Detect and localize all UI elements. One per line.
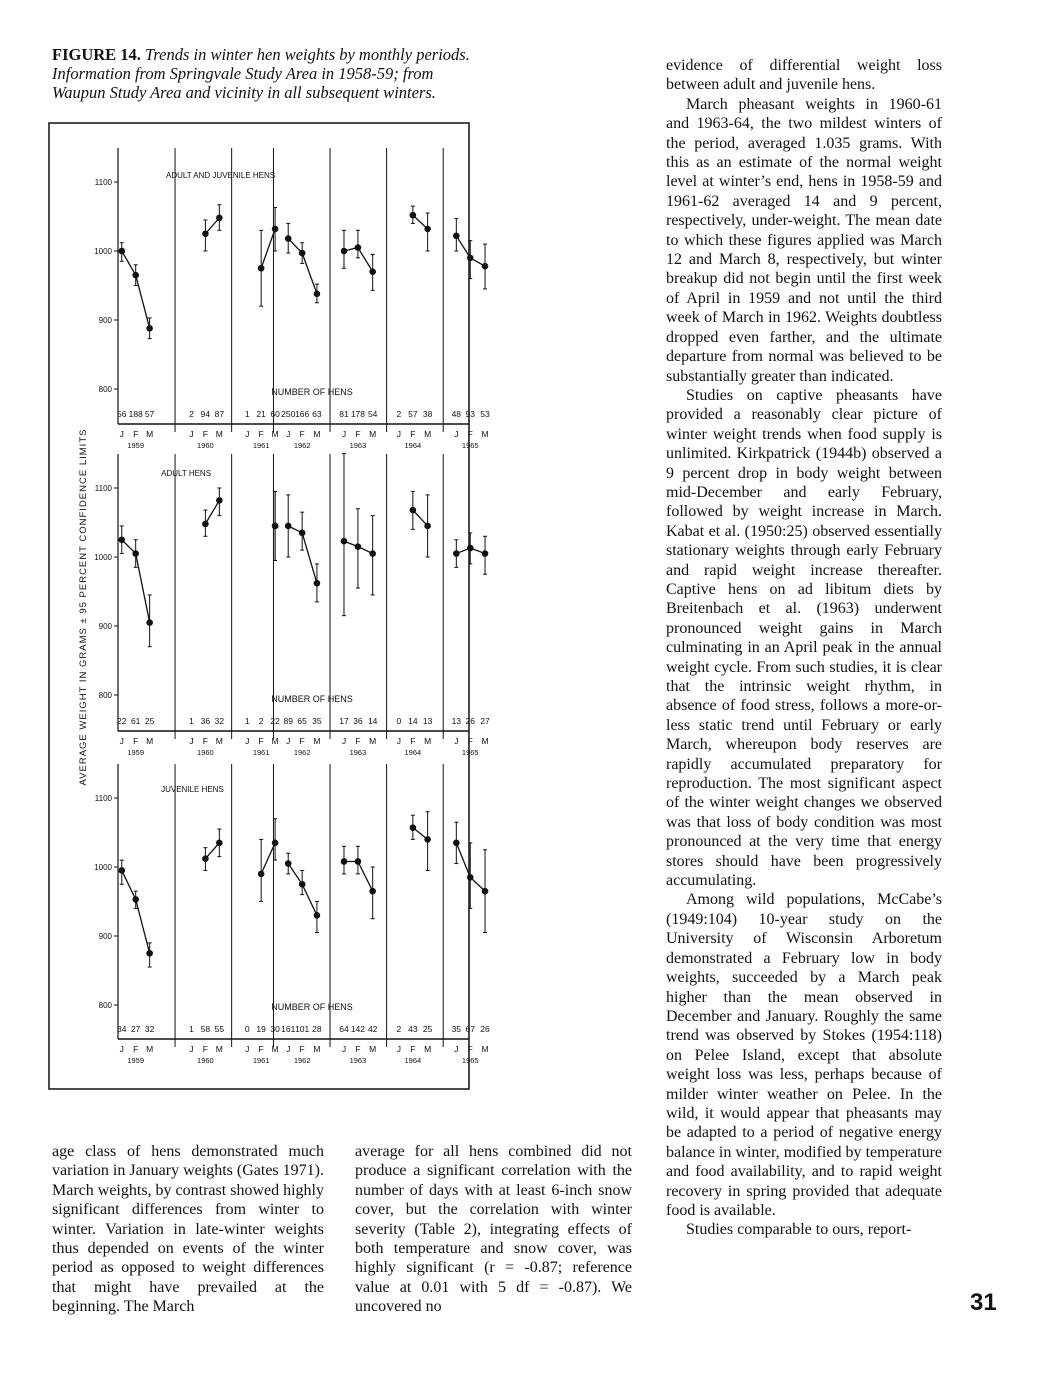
hen-count: 34 [117, 1024, 127, 1034]
hen-count: 93 [465, 409, 475, 419]
trend-line [136, 899, 150, 953]
y-tick-label: 1100 [94, 484, 112, 493]
year-label: 1963 [349, 441, 367, 450]
month-label: M [146, 1044, 154, 1054]
weight-point [216, 840, 223, 847]
hen-count: 38 [422, 409, 433, 419]
weight-point [118, 248, 125, 255]
weight-point [216, 215, 223, 222]
weight-point [424, 836, 431, 843]
year-label: 1962 [293, 441, 311, 450]
panel-title: ADULT HENS [161, 469, 212, 478]
hen-count: 1 [244, 716, 250, 726]
hen-count: 55 [214, 1024, 225, 1034]
trend-line [288, 864, 302, 885]
year-label: 1962 [293, 748, 311, 757]
month-label: F [202, 1044, 209, 1054]
hen-count: 1 [189, 716, 194, 726]
hen-count: 2 [189, 409, 194, 419]
month-label: J [189, 736, 194, 746]
weight-point [132, 550, 139, 557]
weight-point [355, 858, 362, 865]
weight-point [314, 912, 321, 919]
month-label: M [481, 1044, 489, 1054]
weight-point [132, 896, 139, 903]
y-tick-label: 1100 [94, 178, 112, 187]
trend-line [456, 843, 470, 878]
hen-count: 35 [451, 1024, 462, 1034]
hen-count: 32 [214, 716, 225, 726]
paragraph: evidence of differential weight loss between adult and juvenile hens. [666, 57, 942, 94]
y-tick-label: 900 [98, 622, 112, 631]
count-label: NUMBER OF HENS [271, 1002, 353, 1012]
month-label: J [189, 429, 194, 439]
hen-count: 65 [297, 716, 307, 726]
hen-count: 13 [422, 716, 433, 726]
month-label: M [215, 429, 223, 439]
month-label: M [313, 736, 321, 746]
weight-point [202, 521, 209, 528]
hen-count: 22 [117, 716, 127, 726]
year-label: 1960 [197, 1056, 214, 1065]
month-label: F [258, 1044, 264, 1054]
trend-line [136, 554, 150, 623]
trend-line [302, 253, 317, 294]
month-label: M [313, 1044, 321, 1054]
weight-point [341, 538, 348, 545]
paragraph: March pheasant weights in 1960-61 and 1963-64, the two mildest winters of the period, averaged 1.035 grams. With this as an estimate of the normal weight level at winter’s end, hens in 1958-59 and 1961-62 averaged 14 and 9 percent, respectively, under-weight. The mean date to which these figures applied was March 12 and March 8, respectively, but winter breakup did not begin until the first week of April in 1959 and not until the third week of March in 1962. Weights doubtless dropped even farther, and the ultimate departure from normal was believed to be substantially greater than indicated. [666, 95, 942, 385]
year-label: 1964 [404, 1056, 422, 1065]
month-label: M [481, 736, 489, 746]
year-label: 1960 [197, 441, 214, 450]
bottom-left-column-text [52, 1142, 324, 1317]
year-label: 1959 [127, 1056, 145, 1065]
hen-count: 21 [256, 409, 266, 419]
weight-point [299, 250, 306, 257]
weight-point [410, 212, 417, 219]
month-label: F [410, 1044, 416, 1054]
month-label: M [424, 429, 432, 439]
weight-point [369, 268, 376, 275]
month-label: M [271, 1044, 279, 1054]
hen-count: 166 [295, 409, 310, 419]
hen-count: 178 [350, 409, 366, 419]
weight-point [258, 265, 265, 272]
y-tick-label: 1000 [94, 553, 112, 562]
weight-point [285, 235, 292, 242]
month-label: M [424, 1044, 432, 1054]
month-label: F [133, 1044, 139, 1054]
weight-point [202, 230, 209, 237]
weight-point [299, 530, 306, 537]
year-label: 1963 [349, 1056, 367, 1065]
hen-count: 36 [353, 716, 363, 726]
hen-count: 14 [408, 716, 418, 726]
hen-count: 25 [144, 716, 155, 726]
y-tick-label: 1000 [94, 247, 112, 256]
weight-point [146, 950, 153, 957]
hen-count: 161 [281, 1024, 296, 1034]
hen-count: 35 [312, 716, 322, 726]
weight-point [467, 255, 474, 262]
month-label: J [119, 429, 124, 439]
hen-count: 58 [200, 1024, 211, 1034]
year-label: 1965 [461, 441, 479, 450]
month-label: M [424, 736, 432, 746]
hen-count: 56 [117, 409, 127, 419]
month-label: M [215, 1044, 223, 1054]
hen-count: 53 [480, 409, 490, 419]
hen-count: 26 [480, 1024, 490, 1034]
weight-point [410, 824, 417, 831]
figure-caption-text: Trends in winter hen weights by monthly periods. Information from Springvale Study Area in 1958-59; from Waupun Study Area and vicinity in all subsequent winters. [52, 45, 470, 102]
month-label: J [341, 736, 347, 746]
figure-caption [52, 45, 472, 102]
month-label: M [271, 429, 279, 439]
month-label: J [119, 1044, 124, 1054]
month-label: M [215, 736, 223, 746]
y-axis-title: AVERAGE WEIGHT IN GRAMS ± 95 PERCENT CONFIDENCE LIMITS [78, 428, 89, 786]
weight-point [202, 855, 209, 862]
hen-count: 36 [200, 716, 211, 726]
month-label: M [146, 736, 154, 746]
weight-point [453, 550, 460, 557]
paragraph: Studies on captive pheasants have provided a reasonably clear picture of winter weight trends when food supply is unlimited. Kirkpatrick (1944b) observed a 9 percent drop in body weight between mid-December and early February, followed by weight increase in March. Kabat et al. (1950:25) observed essentially stationary weights through early February and rapid weight increase thereafter. Captive hens on ad libitum diets by Breitenbach et al. (1963) underwent pronounced weight gains in March culminating in an April peak in the annual weight cycle. From such studies, it is clear that the intrinsic weight rhythm, in absence of food stress, follows a more-or-less static trend until February or early March, whereupon body reserves are rapidly accumulated preparatory for reproduction. The most significant aspect of the winter weight changes we observed was that loss of body condition was most pronounced at the very time that energy stores should have been progressively accumulating. [666, 386, 942, 890]
trend-line [358, 248, 373, 272]
weight-point [467, 874, 474, 881]
weight-point [453, 840, 460, 847]
weight-trend-chart [48, 122, 490, 1092]
year-label: 1964 [404, 748, 422, 757]
hen-count: 27 [480, 716, 490, 726]
weight-point [146, 619, 153, 626]
panel-title: ADULT AND JUVENILE HENS [166, 171, 276, 180]
hen-count: 27 [130, 1024, 141, 1034]
month-label: F [299, 736, 305, 746]
month-label: F [410, 736, 416, 746]
month-label: F [467, 1044, 473, 1054]
y-tick-label: 800 [98, 691, 112, 700]
weight-point [355, 244, 362, 251]
count-label: NUMBER OF HENS [271, 387, 353, 397]
hen-count: 250 [281, 409, 296, 419]
hen-count: 57 [408, 409, 418, 419]
month-label: F [467, 736, 473, 746]
hen-count: 89 [283, 716, 293, 726]
weight-point [272, 523, 279, 530]
y-tick-label: 900 [98, 932, 112, 941]
month-label: J [454, 429, 459, 439]
hen-count: 48 [451, 409, 462, 419]
hen-count: 67 [465, 1024, 475, 1034]
paragraph: age class of hens demonstrated much variation in January weights (Gates 1971). March weights, by contrast showed highly significant differences from winter to winter. Variation in late-winter weights thus depended on events of the winter period as opposed to weight differences that might have prevailed at the beginning. The March [52, 1143, 324, 1316]
month-label: F [133, 429, 139, 439]
paragraph: average for all hens combined did not produce a significant correlation with the number of days with at least 6-inch snow cover, but the correlation with winter severity (Table 2), integrating effects of both temperature and snow cover, was highly significant (r = -0.87; reference value at 0.01 with 5 df = -0.87). We uncovered no [355, 1143, 632, 1316]
month-label: F [202, 429, 209, 439]
hen-count: 54 [367, 409, 378, 419]
weight-point [132, 272, 139, 279]
month-label: M [146, 429, 154, 439]
weight-point [482, 550, 489, 557]
hen-count: 13 [451, 716, 462, 726]
month-label: F [467, 429, 473, 439]
hen-count: 43 [408, 1024, 418, 1034]
hen-count: 0 [396, 716, 402, 726]
hen-count: 94 [200, 409, 211, 419]
trend-line [456, 236, 470, 258]
month-label: J [286, 1044, 291, 1054]
hen-count: 60 [270, 409, 280, 419]
month-label: F [258, 429, 264, 439]
right-column-text [666, 56, 942, 1240]
hen-count: 0 [244, 1024, 250, 1034]
hen-count: 22 [270, 716, 280, 726]
weight-point [482, 263, 489, 270]
year-label: 1959 [127, 441, 145, 450]
trend-line [302, 533, 317, 583]
count-label: NUMBER OF HENS [271, 694, 353, 704]
month-label: J [396, 1044, 402, 1054]
month-label: F [355, 736, 361, 746]
hen-count: 61 [130, 716, 141, 726]
trend-line [205, 500, 219, 523]
weight-point [285, 523, 292, 530]
month-label: M [271, 736, 279, 746]
weight-point [369, 550, 376, 557]
weight-point [355, 543, 362, 550]
weight-point [341, 858, 348, 865]
weight-point [285, 860, 292, 867]
year-label: 1961 [252, 748, 270, 757]
month-label: J [245, 1044, 250, 1054]
weight-point [410, 507, 417, 514]
month-label: F [258, 736, 264, 746]
trend-line [136, 275, 150, 328]
hen-count: 19 [256, 1024, 266, 1034]
y-tick-label: 1000 [94, 863, 112, 872]
year-label: 1965 [461, 1056, 479, 1065]
hen-count: 32 [144, 1024, 155, 1034]
month-label: F [299, 429, 305, 439]
hen-count: 188 [128, 409, 143, 419]
month-label: J [454, 736, 459, 746]
paragraph: Among wild populations, McCabe’s (1949:104) 10-year study on the University of Wisconsin Arboretum demonstrated a February low in body weights, succeeded by a March peak higher than the mean observed in December and January. Roughly the same trend was observed by Stokes (1954:118) on Pelee Island, except that absolute weight loss was less, perhaps because of milder winter weather on Pelee. In the wild, it would appear that pheasants may be adapted to a period of negative energy balance in winter, modified by temperature and food availability, and to rapid weight recovery in spring provided that adequate food is available. [666, 891, 942, 1219]
month-label: J [245, 429, 250, 439]
month-label: M [313, 429, 321, 439]
weight-point [341, 248, 348, 255]
weight-point [453, 233, 460, 240]
month-label: M [369, 1044, 377, 1054]
year-label: 1961 [252, 1056, 270, 1065]
month-label: F [410, 429, 416, 439]
weight-point [118, 867, 125, 874]
month-label: M [369, 429, 377, 439]
weight-point [314, 580, 321, 587]
hen-count: 57 [144, 409, 155, 419]
year-label: 1964 [404, 441, 422, 450]
month-label: F [299, 1044, 305, 1054]
hen-count: 2 [258, 716, 264, 726]
hen-count: 25 [422, 1024, 433, 1034]
hen-count: 2 [396, 1024, 402, 1034]
weight-point [369, 888, 376, 895]
month-label: J [189, 1044, 194, 1054]
month-label: J [341, 429, 347, 439]
hen-count: 142 [350, 1024, 366, 1034]
hen-count: 26 [465, 716, 475, 726]
weight-point [299, 881, 306, 888]
weight-point [424, 226, 431, 233]
page-number: 31 [970, 1289, 997, 1316]
weight-point [272, 226, 279, 233]
month-label: F [355, 429, 361, 439]
y-tick-label: 800 [98, 1001, 112, 1010]
weight-point [272, 840, 279, 847]
year-label: 1962 [293, 1056, 311, 1065]
year-label: 1963 [349, 748, 367, 757]
month-label: J [396, 736, 402, 746]
weight-point [118, 536, 125, 543]
year-label: 1960 [197, 748, 214, 757]
trend-line [302, 884, 317, 915]
hen-count: 1 [244, 409, 250, 419]
month-label: F [355, 1044, 361, 1054]
year-label: 1961 [252, 441, 270, 450]
hen-count: 28 [312, 1024, 322, 1034]
month-label: J [286, 736, 291, 746]
hen-count: 63 [312, 409, 322, 419]
month-label: M [481, 429, 489, 439]
month-label: J [454, 1044, 459, 1054]
hen-count: 30 [270, 1024, 280, 1034]
y-tick-label: 900 [98, 316, 112, 325]
month-label: F [202, 736, 209, 746]
hen-count: 87 [214, 409, 225, 419]
year-label: 1959 [127, 748, 145, 757]
figure-label: FIGURE 14. [52, 45, 141, 64]
month-label: J [119, 736, 124, 746]
hen-count: 42 [367, 1024, 378, 1034]
month-label: F [133, 736, 139, 746]
panel-title: JUVENILE HENS [161, 785, 224, 794]
trend-line [122, 251, 136, 275]
trend-line [358, 861, 373, 891]
hen-count: 1 [189, 1024, 194, 1034]
hen-count: 2 [396, 409, 402, 419]
weight-point [146, 325, 153, 332]
bottom-middle-column-text [355, 1142, 632, 1317]
hen-count: 64 [339, 1024, 349, 1034]
hen-count: 101 [295, 1024, 310, 1034]
weight-point [467, 545, 474, 552]
month-label: J [245, 736, 250, 746]
weight-point [482, 888, 489, 895]
hen-count: 17 [339, 716, 349, 726]
month-label: J [286, 429, 291, 439]
weight-point [216, 497, 223, 504]
y-tick-label: 1100 [94, 794, 112, 803]
weight-point [314, 290, 321, 297]
month-label: M [369, 736, 377, 746]
hen-count: 14 [367, 716, 378, 726]
weight-point [424, 523, 431, 530]
month-label: J [341, 1044, 347, 1054]
weight-point [258, 871, 265, 878]
year-label: 1965 [461, 748, 479, 757]
month-label: J [396, 429, 402, 439]
hen-count: 81 [339, 409, 349, 419]
paragraph: Studies comparable to ours, report- [686, 1221, 912, 1239]
trend-line [122, 870, 136, 899]
y-tick-label: 800 [98, 385, 112, 394]
